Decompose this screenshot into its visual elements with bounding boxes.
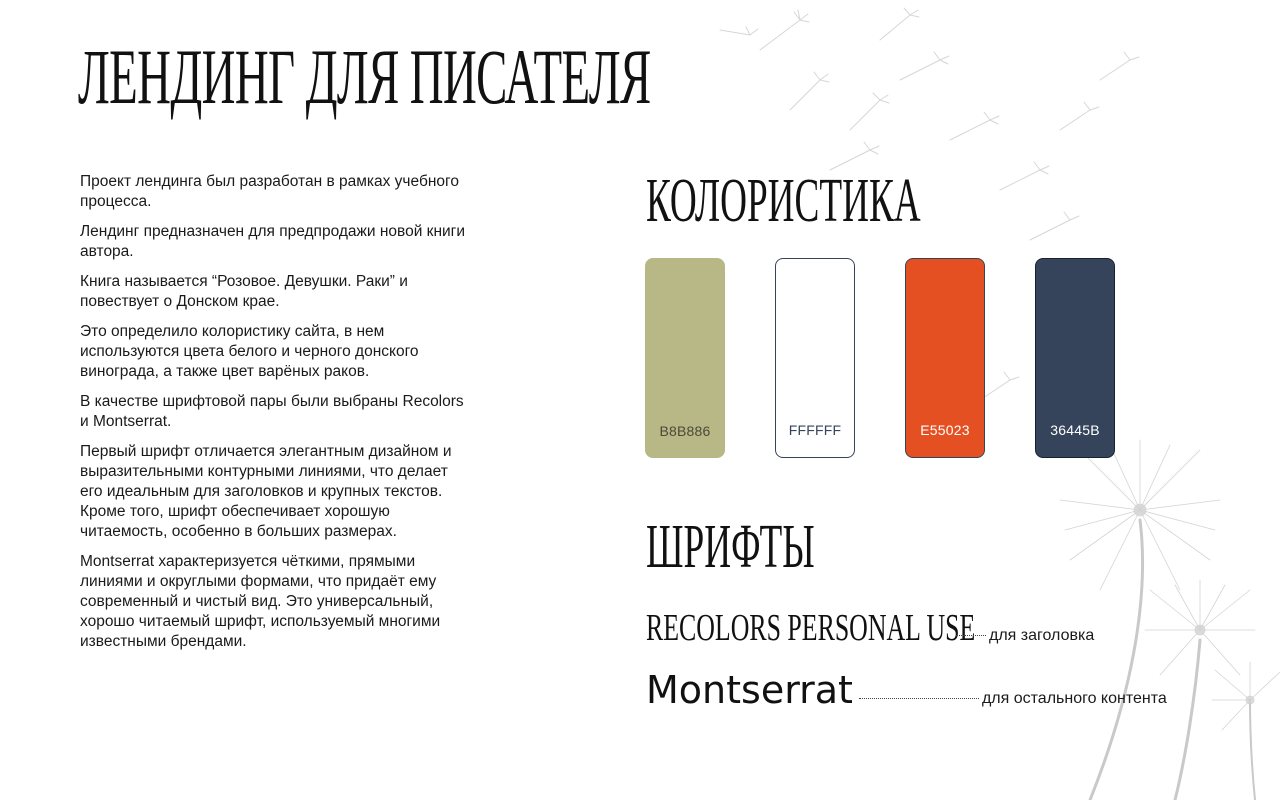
color-swatch	[905, 258, 985, 458]
palette-title: КОЛОРИСТИКА	[646, 167, 921, 235]
font-sample-montserrat: Montserrat	[646, 668, 853, 712]
font-row-recolors	[646, 606, 1094, 650]
description-paragraph: В качестве шрифтовой пары были выбраны Recolors и Montserrat.	[80, 393, 464, 430]
description-paragraph: Montserrat характеризуется чёткими, прямыми линиями и округлыми формами, что придаёт ему современный и чистый вид. Это универсальный, хорошо читаемый шрифт, используемый многими известными брендами.	[80, 553, 441, 650]
font-usage-label: для заголовка	[989, 627, 1095, 644]
description-paragraph: Первый шрифт отличается элегантным дизайном и выразительными контурными линиями, что делает его идеальным для заголовков и крупных текстов. Кроме того, шрифт обеспечивает хорошую читаемость, особенно в больших размерах.	[80, 443, 452, 540]
swatch-hex-code: E55023	[920, 422, 970, 438]
color-swatch	[645, 258, 725, 458]
font-row-montserrat	[646, 668, 1167, 712]
font-usage-label: для остального контента	[981, 690, 1167, 707]
project-description	[80, 172, 470, 662]
description-paragraph: Лендинг предназначен для предпродажи новой книги автора.	[80, 223, 465, 260]
swatch-hex-code: FFFFFF	[788, 422, 842, 438]
color-swatches	[645, 258, 1115, 458]
page-title: ЛЕНДИНГ ДЛЯ ПИСАТЕЛЯ	[78, 33, 651, 120]
description-paragraph: Проект лендинга был разработан в рамках учебного процесса.	[80, 173, 459, 210]
description-paragraph: Книга называется “Розовое. Девушки. Раки” и повествует о Донском крае.	[80, 273, 408, 310]
color-swatch	[1035, 258, 1115, 458]
font-sample-recolors: RECOLORS PERSONAL USE	[646, 607, 976, 649]
dotted-leader	[956, 635, 986, 636]
color-swatch	[775, 258, 855, 458]
description-paragraph: Это определило колористику сайта, в нем используются цвета белого и черного донского винограда, а также цвет варёных раков.	[80, 323, 419, 380]
dotted-leader	[859, 698, 979, 699]
fonts-title: ШРИФТЫ	[646, 513, 815, 581]
swatch-hex-code: B8B886	[659, 423, 711, 439]
swatch-hex-code: 36445B	[1050, 422, 1100, 438]
